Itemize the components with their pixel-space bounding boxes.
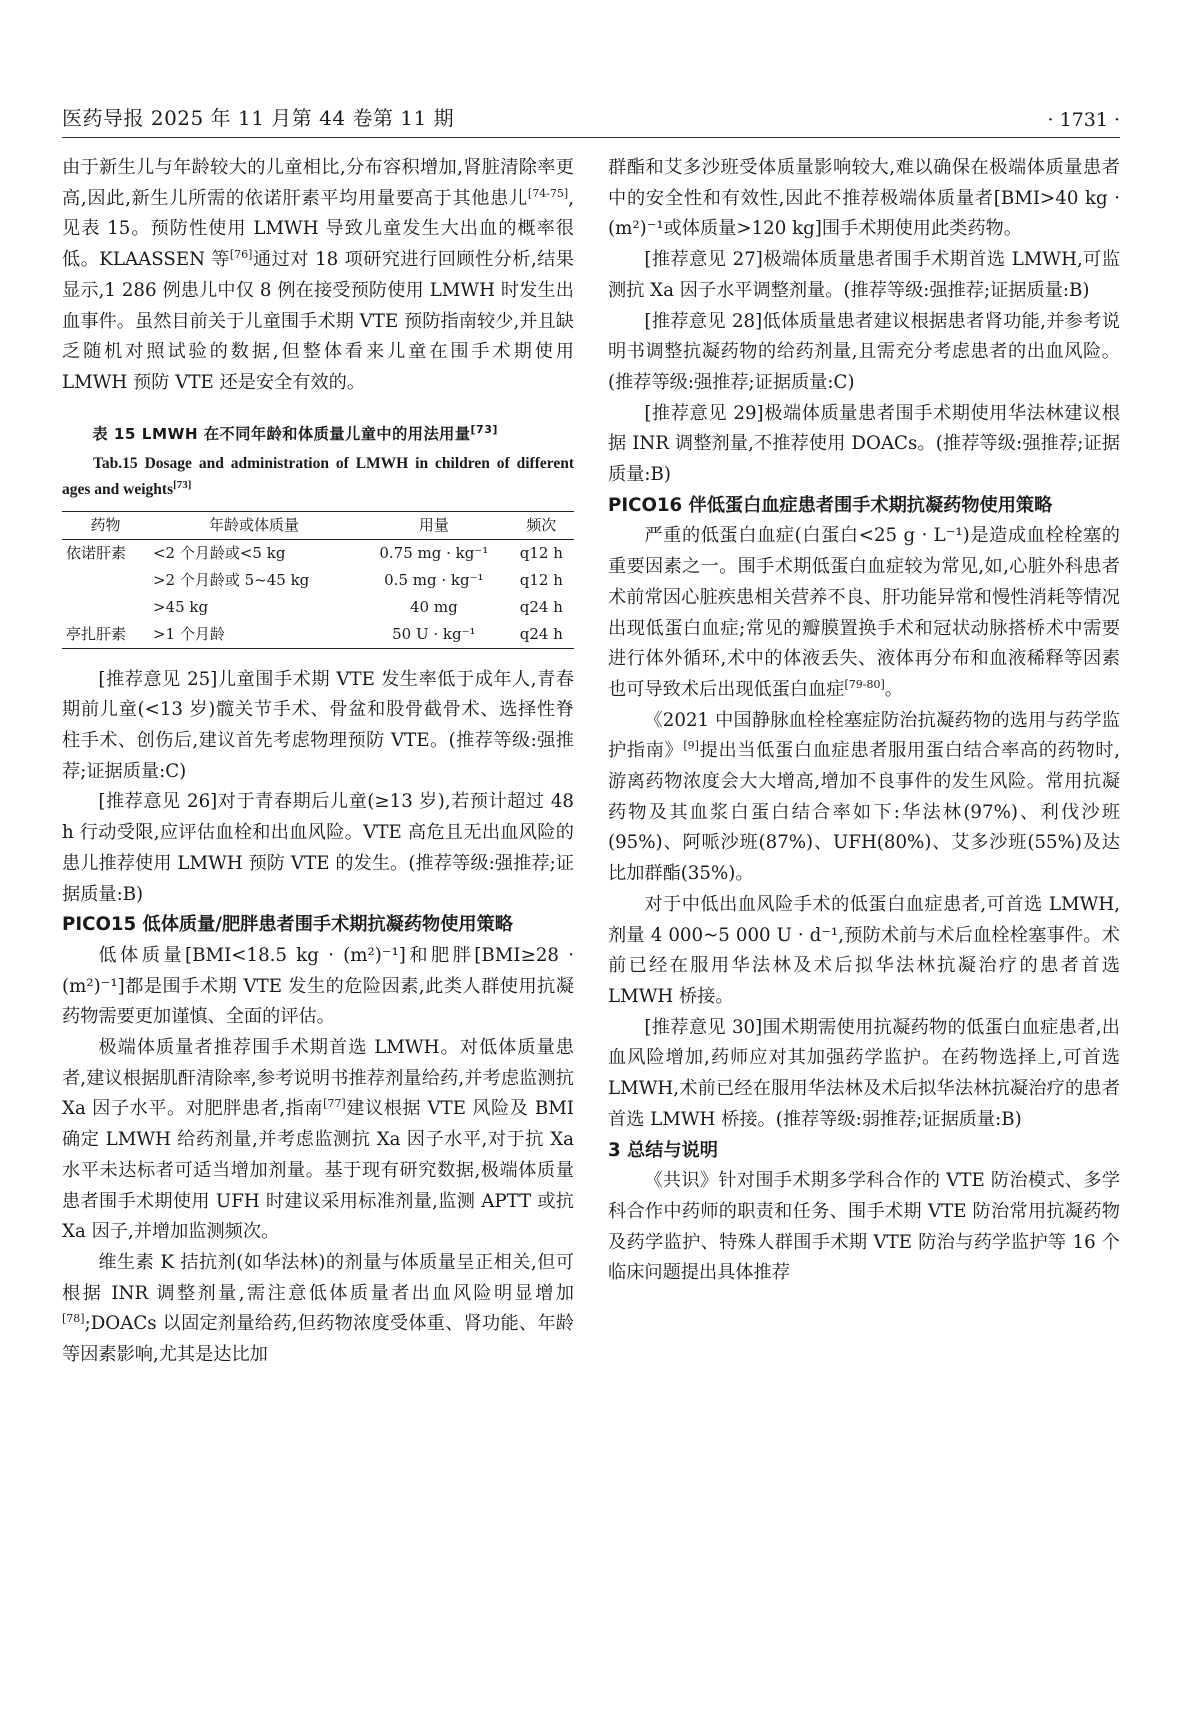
citation[interactable]: [78] <box>62 1312 85 1326</box>
citation[interactable]: [74-75] <box>527 186 569 200</box>
column-header: 频次 <box>509 511 574 539</box>
paragraph-lmwh-bridging: 对于中低出血风险手术的低蛋白血症患者,可首选 LMWH,剂量 4 000~5 000 U · d⁻¹,预防术前与术后血栓栓塞事件。术前已经在服用华法林及术后拟华法林抗凝治疗的患者首选 LMWH 桥接。 <box>608 893 1120 1007</box>
table-cell: q24 h <box>519 597 563 616</box>
left-column <box>62 153 574 1371</box>
citation[interactable]: [73] <box>173 478 192 491</box>
table-cell <box>62 594 149 621</box>
pico16-heading: PICO16 伴低蛋白血症患者围手术期抗凝药物使用策略 <box>608 494 1053 516</box>
table-header-row <box>62 511 574 539</box>
paragraph-bmi-risk: 低体质量[BMI<18.5 kg · (m²)⁻¹]和肥胖[BMI≥28 · (m²)⁻¹]都是围手术期 VTE 发生的危险因素,此类人群使用抗凝药物需要更加谨慎、全面的评估。 <box>62 944 574 1028</box>
dosage-table <box>62 511 574 649</box>
table-row <box>62 621 574 649</box>
table-cell: 0.75 mg · kg⁻¹ <box>379 543 489 562</box>
table-cell: 40 mg <box>409 597 458 616</box>
recommendation-26: [推荐意见 26]对于青春期后儿童(≥13 岁),若预计超过 48 h 行动受限,应评估血栓和出血风险。VTE 高危且无出血风险的患儿推荐使用 LMWH 预防 VTE 的发生。(推荐等级:强推荐;证据质量:B) <box>62 791 574 905</box>
citation[interactable]: [9] <box>683 739 699 753</box>
table-cell: q12 h <box>519 570 563 589</box>
table-cell: >45 kg <box>152 597 209 616</box>
recommendation-27: [推荐意见 27]极端体质量患者围手术期首选 LMWH,可监测抗 Xa 因子水平调整剂量。(推荐等级:强推荐;证据质量:B) <box>608 249 1120 301</box>
table-cell: 50 U · kg⁻¹ <box>359 621 509 649</box>
paragraph-hypoalbuminemia: 严重的低蛋白血症(白蛋白<25 g · L⁻¹)是造成血栓栓塞的重要因素之一。围手术期低蛋白血症较为常见,如,心脏外科患者术前常因心脏疾患相关营养不良、肝功能异常和慢性消耗等情况出现低蛋白血症;常见的瓣膜置换手术和冠状动脉搭桥术中需要进行体外循环,术中的体液丢失、液体再分布和血液稀释等因素也可导致术后出现低蛋白血症[79-80]。 <box>608 525 1120 700</box>
table-row <box>62 539 574 567</box>
pico15-heading: PICO15 低体质量/肥胖患者围手术期抗凝药物使用策略 <box>62 914 513 936</box>
paragraph-vka: 维生素 K 拮抗剂(如华法林)的剂量与体质量呈正相关,但可根据 INR 调整剂量,需注意低体质量者出血风险明显增加[78];DOACs 以固定剂量给药,但药物浓度受体重、肾功能、年龄等因素影响,尤其是达比加 <box>62 1251 574 1366</box>
table-cell <box>62 567 149 594</box>
section-3-heading: 3 总结与说明 <box>608 1139 718 1161</box>
column-header: 药物 <box>62 511 149 539</box>
table-row <box>62 594 574 621</box>
column-header: 用量 <box>359 511 509 539</box>
table-cell: >2 个月龄或 5~45 kg <box>152 570 310 589</box>
paragraph-neonate-dosage: 由于新生儿与年龄较大的儿童相比,分布容积增加,肾脏清除率更高,因此,新生儿所需的依诺肝素平均用量要高于其他患儿[74-75],见表 15。预防性使用 LMWH 导致儿童发生大出血的概率很低。KLAASSEN 等[76]通过对 18 项研究进行回顾性分析,结果显示,1 286 例患儿中仅 8 例在接受预防使用 LMWH 时发生出血事件。虽然目前关于儿童围手术期 VTE 预防指南较少,并且缺乏随机对照试验的数据,但整体看来儿童在围手术期使用 LMWH 预防 VTE 还是安全有效的。 <box>62 157 574 393</box>
citation[interactable]: [76] <box>229 248 253 262</box>
table-cell: 亭扎肝素 <box>62 621 149 649</box>
citation[interactable]: [79-80] <box>844 677 885 691</box>
table-caption-en: Tab.15 Dosage and administration of LMWH in children of different ages and weights[73] <box>62 454 574 498</box>
paragraph-guideline-2021: 《2021 中国静脉血栓栓塞症防治抗凝药物的选用与药学监护指南》[9]提出当低蛋白血症患者服用蛋白结合率高的药物时,游离药物浓度会大大增高,增加不良事件的发生风险。常用抗凝药物及其血浆白蛋白结合率如下:华法林(97%)、利伐沙班(95%)、阿哌沙班(87%)、UFH(80%)、艾多沙班(55%)及达比加群酯(35%)。 <box>608 709 1120 885</box>
citation[interactable]: [77] <box>323 1097 346 1111</box>
recommendation-28: [推荐意见 28]低体质量患者建议根据患者肾功能,并参考说明书调整抗凝药物的给药剂量,且需充分考虑患者的出血风险。(推荐等级:强推荐;证据质量:C) <box>608 310 1120 393</box>
table-row <box>62 567 574 594</box>
table-cell: q24 h <box>509 621 574 649</box>
journal-title: 医药导报 2025 年 11 月第 44 卷第 11 期 <box>62 106 455 130</box>
table-cell: <2 个月龄或<5 kg <box>152 543 286 562</box>
paragraph-doac-continuation: 群酯和艾多沙班受体质量影响较大,难以确保在极端体质量患者中的安全性和有效性,因此不推荐极端体质量者[BMI>40 kg · (m²)⁻¹或体质量>120 kg]围手术期使用此类药物。 <box>608 157 1120 240</box>
paragraph-extreme-weight: 极端体质量者推荐围手术期首选 LMWH。对低体质量患者,建议根据肌酐清除率,参考说明书推荐剂量给药,并考虑监测抗 Xa 因子水平。对肥胖患者,指南[77]建议根据 VTE 风险及 BMI 确定 LMWH 给药剂量,并考虑监测抗 Xa 因子水平,对于抗 Xa 水平未达标者可适当增加剂量。基于现有研究数据,极端体质量患者围手术期使用 UFH 时建议采用标准剂量,监测 APTT 或抗 Xa 因子,并增加监测频次。 <box>62 1037 574 1243</box>
table-caption-cn: 表 15 LMWH 在不同年龄和体质量儿童中的用法用量[73] <box>92 422 498 443</box>
recommendation-30: [推荐意见 30]围术期需使用抗凝药物的低蛋白血症患者,出血风险增加,药师应对其加强药学监护。在药物选择上,可首选 LMWH,术前已经在服用华法林及术后拟华法林抗凝治疗的患者首选 LMWH 桥接。(推荐等级:弱推荐;证据质量:B) <box>608 1016 1120 1130</box>
table-cell: 0.5 mg · kg⁻¹ <box>384 570 484 589</box>
column-header: 年龄或体质量 <box>149 511 359 539</box>
page-number: · 1731 · <box>1047 109 1120 131</box>
table-cell: >1 个月龄 <box>149 621 359 649</box>
table-cell: q12 h <box>519 543 563 562</box>
citation[interactable]: [73] <box>470 422 498 436</box>
table-cell: 依诺肝素 <box>66 543 127 562</box>
paragraph-summary: 《共识》针对围手术期多学科合作的 VTE 防治模式、多学科合作中药师的职责和任务、围手术期 VTE 防治常用抗凝药物及药学监护、特殊人群围手术期 VTE 防治与药学监护等 16 个临床问题提出具体推荐 <box>608 1170 1120 1284</box>
recommendation-29: [推荐意见 29]极端体质量患者围手术期使用华法林建议根据 INR 调整剂量,不推荐使用 DOACs。(推荐等级:强推荐;证据质量:B) <box>608 402 1120 486</box>
running-header <box>62 105 1120 138</box>
right-column <box>608 153 1120 1289</box>
recommendation-25: [推荐意见 25]儿童围手术期 VTE 发生率低于成年人,青春期前儿童(<13 岁)髋关节手术、骨盆和股骨截骨术、选择性脊柱手术、创伤后,建议首先考虑物理预防 VTE。(推荐等级:强推荐;证据质量:C) <box>62 668 574 782</box>
